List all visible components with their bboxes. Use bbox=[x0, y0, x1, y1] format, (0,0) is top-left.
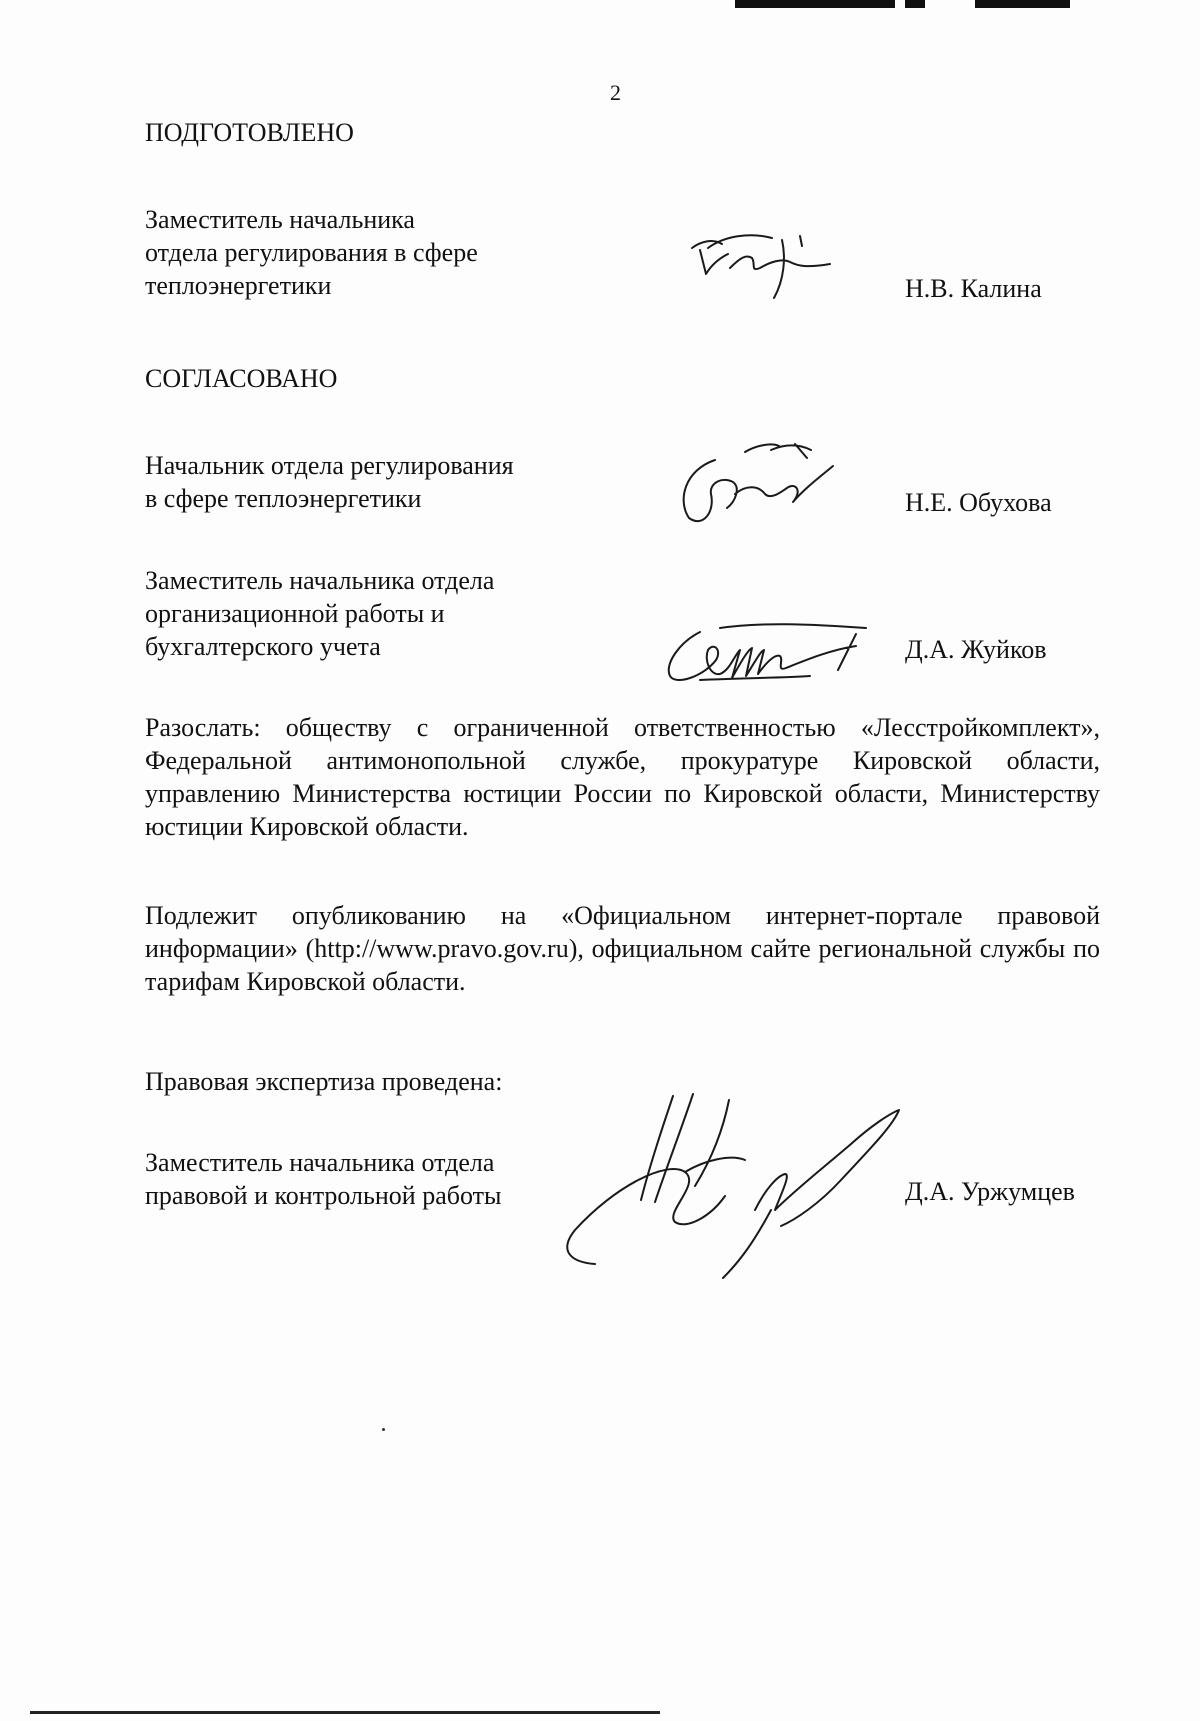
signature-kalina bbox=[690, 228, 840, 308]
publication-paragraph: Подлежит опубликованию на «Официальном интернет-портале правовой информации» (http://www.pravo.gov.ru), официальном сайте региональной службы по тарифам Кировской области. bbox=[145, 901, 1100, 996]
legal-review-position bbox=[145, 1146, 501, 1212]
scan-speck bbox=[382, 1428, 385, 1431]
scan-artifact-top-mid bbox=[905, 0, 925, 8]
legal-review-position-line: Заместитель начальника отдела bbox=[145, 1148, 495, 1177]
signature-zhuykov bbox=[660, 620, 880, 690]
scan-artifact-top-left bbox=[735, 0, 895, 8]
approved-entry-2-name: Д.А. Жуйков bbox=[905, 635, 1047, 664]
prepared-position-line: теплоэнергетики bbox=[145, 271, 332, 300]
approved-entry-1-name: Н.Е. Обухова bbox=[905, 488, 1052, 517]
prepared-position-line: Заместитель начальника bbox=[145, 205, 415, 234]
legal-review-name: Д.А. Уржумцев bbox=[905, 1177, 1075, 1206]
signature-urzhumtsev bbox=[555, 1090, 935, 1280]
approved-entry-1-position-line: в сфере теплоэнергетики bbox=[145, 484, 422, 513]
page-number: 2 bbox=[610, 80, 621, 105]
legal-review-heading: Правовая экспертиза проведена: bbox=[145, 1067, 503, 1096]
approved-entry-2-position bbox=[145, 564, 494, 663]
signature-obukhova bbox=[675, 440, 845, 530]
prepared-name: Н.В. Калина bbox=[905, 274, 1042, 303]
scan-artifact-bottom bbox=[30, 1711, 660, 1714]
prepared-position bbox=[145, 203, 478, 302]
approved-entry-2-position-line: Заместитель начальника отдела bbox=[145, 566, 495, 595]
approved-entry-2-position-line: бухгалтерского учета bbox=[145, 632, 381, 661]
prepared-heading: ПОДГОТОВЛЕНО bbox=[145, 118, 354, 147]
approved-entry-2-position-line: организационной работы и bbox=[145, 599, 445, 628]
prepared-position-line: отдела регулирования в сфере bbox=[145, 238, 478, 267]
legal-review-position-line: правовой и контрольной работы bbox=[145, 1181, 502, 1210]
approved-entry-1-position bbox=[145, 449, 514, 515]
scan-artifact-top-right bbox=[975, 0, 1070, 8]
distribution-paragraph: Разослать: обществу с ограниченной ответственностью «Лесстройкомплект», Федеральной антимонопольной службе, прокуратуре Кировской области, управлению Министерства юстиции России по Кировской области, Министерству юстиции Кировской области. bbox=[145, 713, 1100, 841]
approved-entry-1-position-line: Начальник отдела регулирования bbox=[145, 451, 514, 480]
approved-heading: СОГЛАСОВАНО bbox=[145, 364, 338, 393]
